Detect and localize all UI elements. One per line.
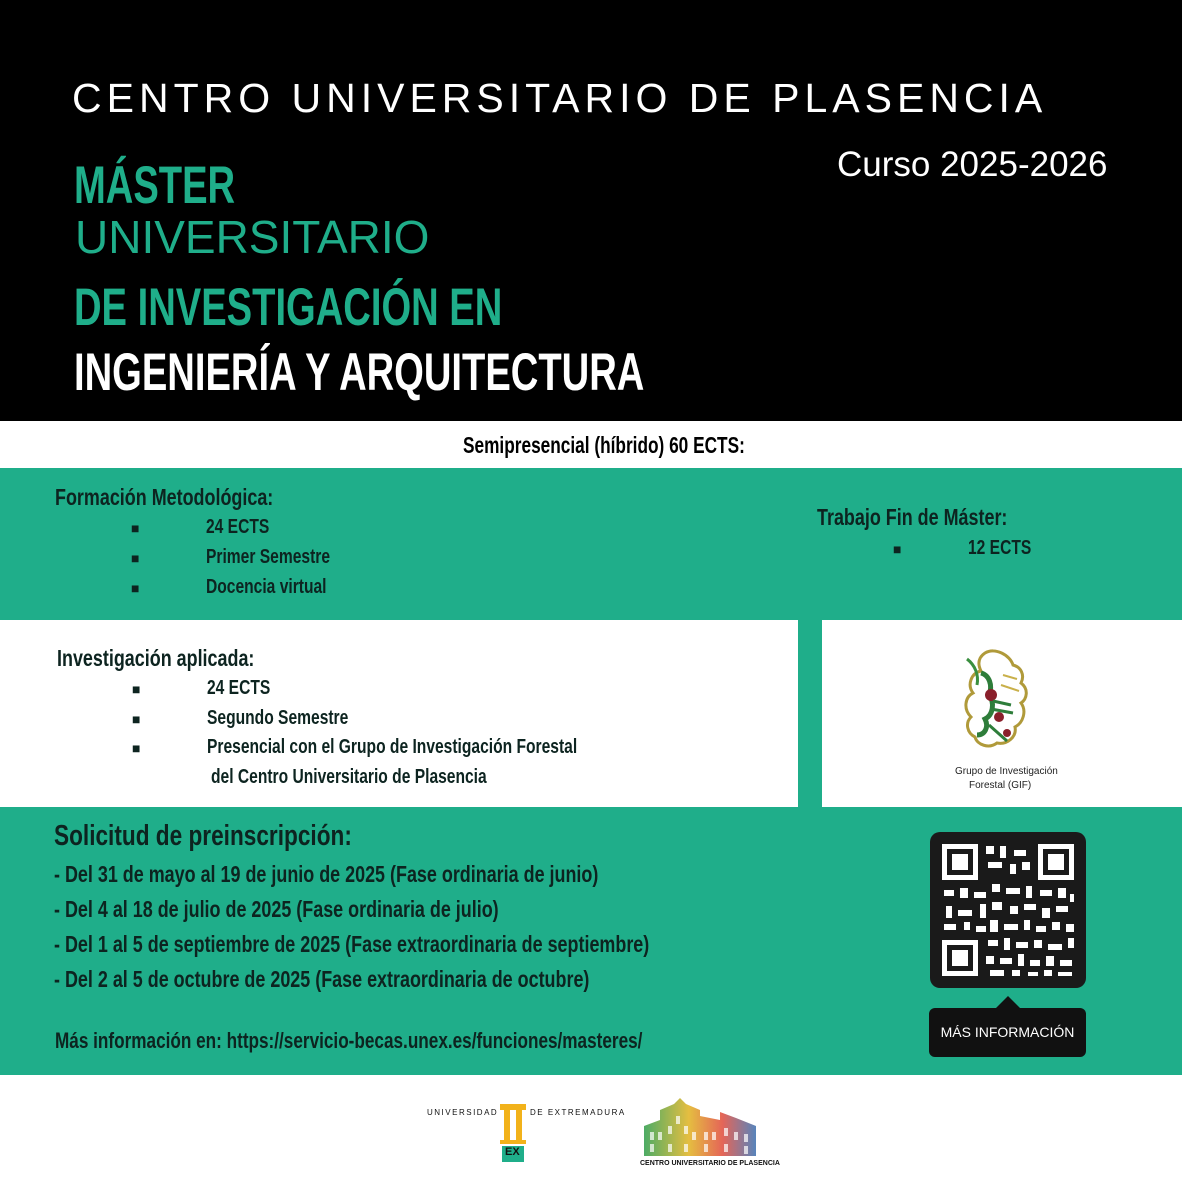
gif-logo-icon [955, 645, 1035, 755]
formacion-item: Primer Semestre [206, 546, 331, 568]
solicitud-item: - Del 31 de mayo al 19 de junio de 2025 (Fase ordinaria de junio) [54, 861, 599, 887]
investigacion-continuation: del Centro Universitario de Plasencia [211, 766, 487, 788]
title-investigacion: DE INVESTIGACIÓN EN [74, 278, 503, 337]
more-info-button[interactable]: MÁS INFORMACIÓN [929, 1008, 1086, 1057]
bullet-icon: ■ [131, 580, 140, 596]
investigacion-item: Segundo Semestre [207, 707, 349, 729]
gif-caption: Forestal (GIF) [969, 780, 1032, 791]
cup-label: CENTRO UNIVERSITARIO DE PLASENCIA [640, 1160, 780, 1167]
investigacion-heading: Investigación aplicada: [57, 645, 255, 671]
formacion-heading: Formación Metodológica: [55, 484, 274, 510]
cup-building-logo-icon [640, 1096, 760, 1158]
gif-panel-edge [1160, 620, 1182, 807]
title-universitario: UNIVERSITARIO [75, 211, 430, 263]
bullet-icon: ■ [893, 541, 902, 557]
bullet-icon: ■ [132, 681, 141, 697]
center-title: CENTRO UNIVERSITARIO DE PLASENCIA [72, 75, 1048, 121]
qr-code-icon [930, 832, 1086, 988]
bullet-icon: ■ [132, 711, 141, 727]
solicitud-item: - Del 4 al 18 de julio de 2025 (Fase ordinaria de julio) [54, 896, 499, 922]
qr-code[interactable] [930, 832, 1086, 988]
bullet-icon: ■ [132, 740, 141, 756]
solicitud-item: - Del 1 al 5 de septiembre de 2025 (Fase extraordinaria de septiembre) [54, 931, 650, 957]
uex-label-right: DE EXTREMADURA [530, 1108, 626, 1117]
investigacion-item: Presencial con el Grupo de Investigación Forestal [207, 736, 578, 758]
formacion-item: 24 ECTS [206, 516, 270, 538]
uex-mark: EX [505, 1146, 520, 1158]
gif-caption: Grupo de Investigación [955, 766, 1058, 777]
mode-label: Semipresencial (híbrido) 60 ECTS: [463, 432, 745, 458]
bullet-icon: ■ [131, 550, 140, 566]
tfm-heading: Trabajo Fin de Máster: [817, 504, 1008, 530]
title-master: MÁSTER [74, 156, 236, 215]
course-year: Curso 2025-2026 [837, 145, 1108, 184]
uex-label-left: UNIVERSIDAD [427, 1108, 499, 1117]
bullet-icon: ■ [131, 520, 140, 536]
solicitud-item: - Del 2 al 5 de octubre de 2025 (Fase extraordinaria de octubre) [54, 966, 590, 992]
more-info-link[interactable]: Más información en: https://servicio-becas.unex.es/funciones/masteres/ [55, 1028, 643, 1053]
title-ingenieria: INGENIERÍA Y ARQUITECTURA [74, 343, 645, 402]
investigacion-item: 24 ECTS [207, 677, 271, 699]
tfm-item: 12 ECTS [968, 537, 1032, 559]
separator [798, 620, 822, 807]
solicitud-heading: Solicitud de preinscripción: [54, 820, 352, 852]
formacion-item: Docencia virtual [206, 576, 327, 598]
